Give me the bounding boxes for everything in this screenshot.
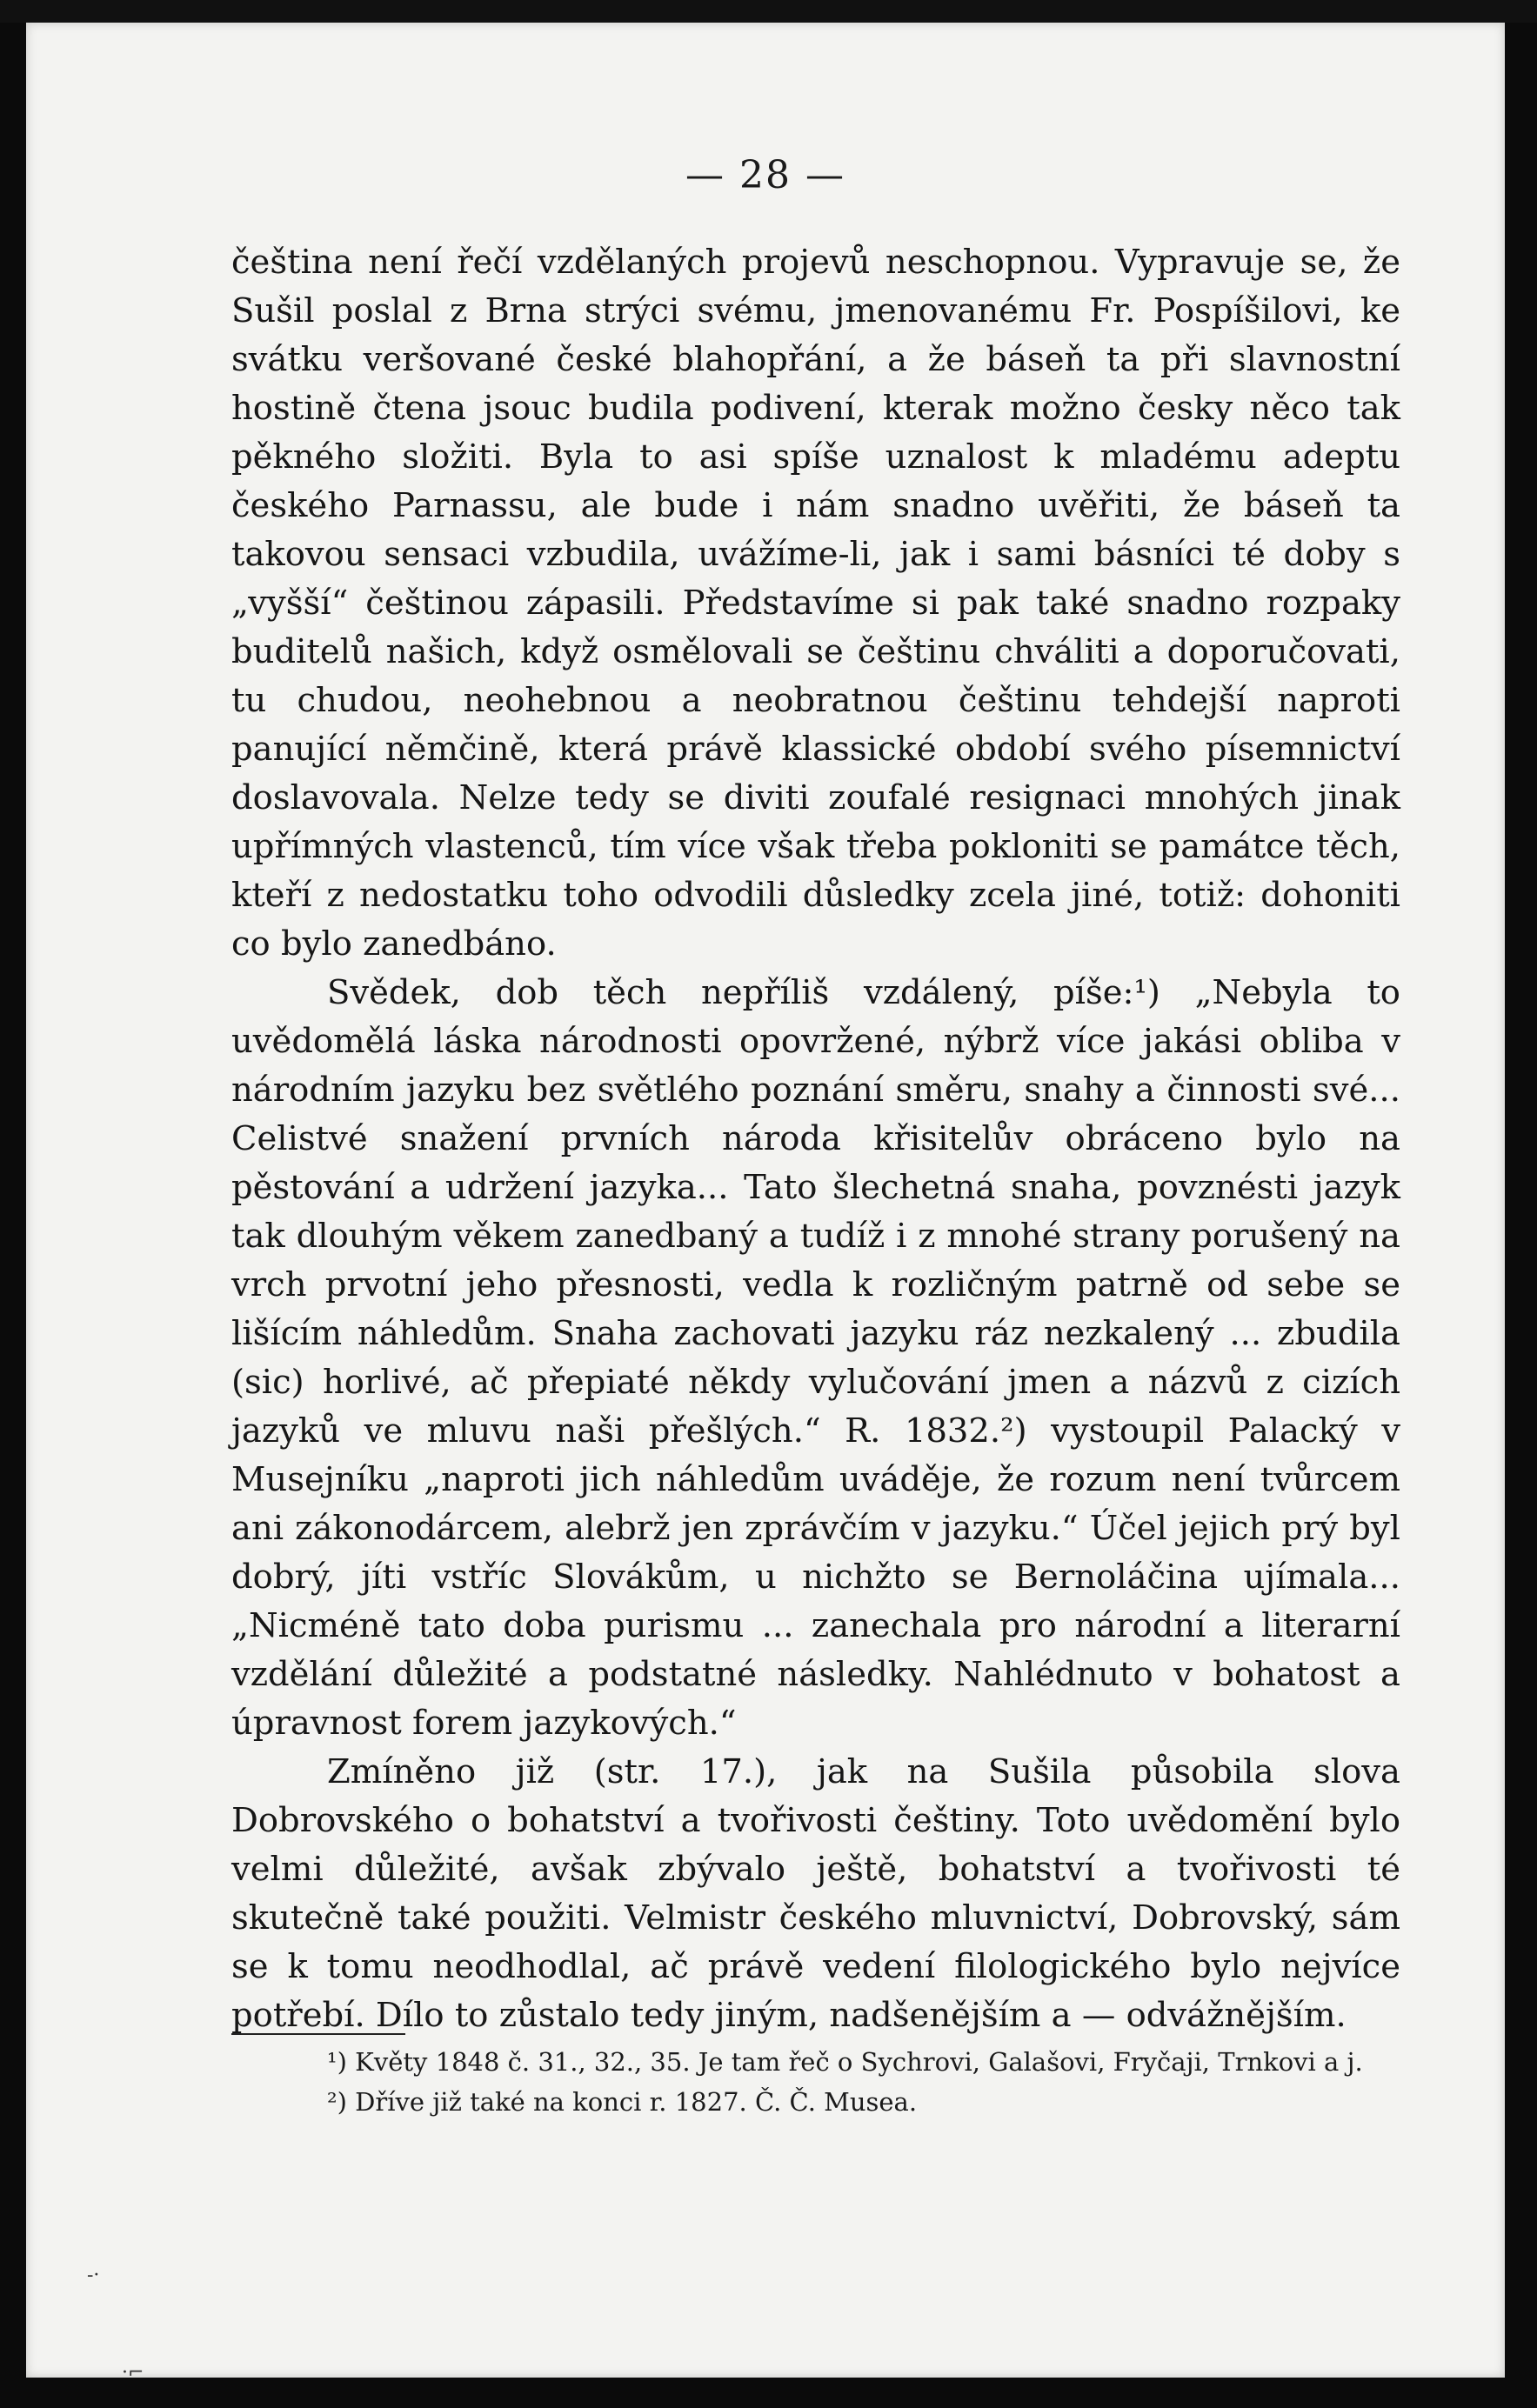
footnotes xyxy=(231,2042,1400,2122)
paragraph-2: Svědek, dob těch nepříliš vzdálený, píše:¹) „Nebyla to uvědomělá láska národnosti opovržené, nýbrž více jakási obliba v národním jazyku bez světlého poznání směru, snahy a činnosti své... Celistvé snažení prvních národa křisitelův obráceno bylo na pěstování a udržení jazyka... Tato šlechetná snaha, povznésti jazyk tak dlouhým věkem zanedbaný a tudíž i z mnohé strany porušený na vrch prvotní jeho přesnosti, vedla k rozličným patrně od sebe se lišícím náhledům. Snaha zachovati jazyku ráz nezkalený ... zbudila (sic) horlivé, ač přepiaté někdy vylučování jmen a názvů z cizích jazyků ve mluvu naši přešlých.“ R. 1832.²) vystoupil Palacký v Musejníku „naproti jich náhledům uváděje, že rozum není tvůrcem ani zákonodárcem, alebrž jen zprávčím v jazyku.“ Účel jejich prý byl dobrý, jíti vstříc Slovákům, u nichžto se Bernoláčina ujímala... „Nicméně tato doba purismu ... zanechala pro národní a literarní vzdělání důležité a podstatné následky. Nahlédnuto v bohatost a úpravnost forem jazykových.“ xyxy=(231,973,1400,1743)
book-page xyxy=(26,23,1505,2384)
scan-speck: -· xyxy=(87,2265,100,2286)
footnote-1: ¹) Květy 1848 č. 31., 32., 35. Je tam řeč o Sychrovi, Galašovi, Fryčaji, Trnkovi a j. xyxy=(327,2047,1363,2077)
scan-border xyxy=(0,0,1537,23)
scan-speck: ·⌐ xyxy=(122,2362,144,2384)
footnote-divider xyxy=(231,2033,405,2035)
main-text xyxy=(231,238,1400,2040)
footnote-2: ²) Dříve již také na konci r. 1827. Č. Č. Musea. xyxy=(327,2087,918,2117)
paragraph-3: Zmíněno již (str. 17.), jak na Sušila působila slova Dobrovského o bohatství a tvořivosti češtiny. Toto uvědomění bylo velmi důležité, avšak zbývalo ještě, bohatství a tvořivosti té skutečně také použiti. Velmistr českého mluvnictví, Dobrovský, sám se k tomu neodhodlal, ač právě vedení filologického bylo nejvíce potřebí. Dílo to zůstalo tedy jiným, nadšenějším a — odvážnějším. xyxy=(231,1752,1400,2035)
page-number: — 28 — xyxy=(685,153,845,197)
paragraph-1: čeština není řečí vzdělaných projevů neschopnou. Vypravuje se, že Sušil poslal z Brna strýci svému, jmenovanému Fr. Pospíšilovi, ke svátku veršované české blahopřání, a že báseň ta při slavnostní hostině čtena jsouc budila podivení, kterak možno česky něco tak pěkného složiti. Byla to asi spíše uznalost k mladému adeptu českého Parnassu, ale bude i nám snadno uvěřiti, že báseň ta takovou sensaci vzbudila, uvážíme-li, jak i sami básníci té doby s „vyšší“ češtinou zápasili. Představíme si pak také snadno rozpaky buditelů našich, když osmělovali se češtinu chváliti a doporučovati, tu chudou, neohebnou a neobratnou češtinu tehdejší naproti panující němčině, která právě klassické období svého písemnictví doslavovala. Nelze tedy se diviti zoufalé resignaci mnohých jinak upřímných vlastenců, tím více však třeba pokloniti se památce těch, kteří z nedostatku toho odvodili důsledky zcela jiné, totiž: dohoniti co bylo zanedbáno. xyxy=(231,243,1400,964)
